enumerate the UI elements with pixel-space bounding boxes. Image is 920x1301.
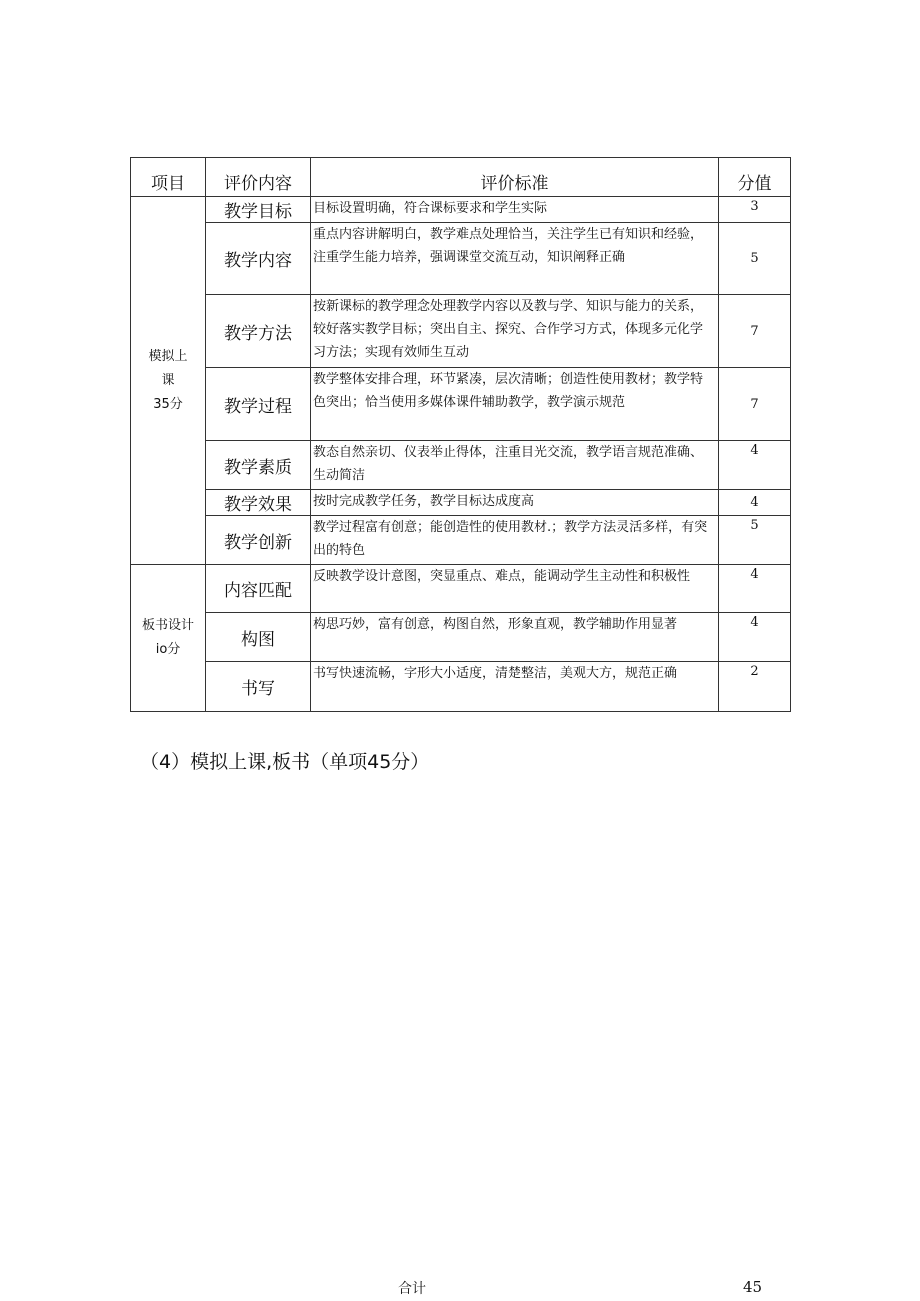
evaluation-table (130, 157, 791, 712)
score-cell: 4 (719, 565, 791, 613)
content-cell: 教学方法 (206, 295, 311, 368)
table-row (131, 613, 791, 662)
table-row (131, 565, 791, 613)
content-cell: 教学创新 (206, 516, 311, 565)
table-row (131, 490, 791, 516)
content-cell: 教学目标 (206, 197, 311, 223)
table-row (131, 295, 791, 368)
standard-cell: 目标设置明确，符合课标要求和学生实际 (311, 197, 719, 223)
header-item: 项目 (131, 158, 206, 197)
content-cell: 教学素质 (206, 441, 311, 490)
section-subtitle: （4）模拟上课,板书（单项45分） (140, 751, 430, 773)
content-cell: 教学效果 (206, 490, 311, 516)
score-cell: 2 (719, 662, 791, 712)
header-score: 分值 (719, 158, 791, 197)
standard-cell: 重点内容讲解明白，教学难点处理恰当，关注学生已有知识和经验，注重学生能力培养，强调课堂交流互动，知识阐释正确 (311, 223, 719, 295)
item-line: 课 (161, 372, 175, 388)
standard-cell: 构思巧妙，富有创意，构图自然，形象直观，教学辅助作用显著 (311, 613, 719, 662)
standard-cell: 按时完成教学任务，教学目标达成度高 (311, 490, 719, 516)
score-cell: 5 (719, 223, 791, 295)
score-cell: 4 (719, 613, 791, 662)
item-line: 35分 (153, 396, 183, 412)
score-cell: 5 (719, 516, 791, 565)
item-cell-mock-lesson (131, 197, 206, 565)
header-standard: 评价标准 (311, 158, 719, 197)
score-cell: 7 (719, 295, 791, 368)
content-cell: 书写 (206, 662, 311, 712)
score-cell: 3 (719, 197, 791, 223)
standard-cell: 教学整体安排合理，环节紧凑，层次清晰；创造性使用教材；教学特色突出；恰当使用多媒体课件辅助教学，教学演示规范 (311, 368, 719, 441)
content-cell: 内容匹配 (206, 565, 311, 613)
table-row (131, 368, 791, 441)
score-cell: 4 (719, 441, 791, 490)
table-row (131, 441, 791, 490)
content-cell: 教学过程 (206, 368, 311, 441)
table-row (131, 197, 791, 223)
total-label: 合计 (398, 1281, 426, 1297)
standard-cell: 反映教学设计意图，突显重点、难点，能调动学生主动性和积极性 (311, 565, 719, 613)
item-line: 模拟上 (148, 348, 188, 364)
item-cell-board-design (131, 565, 206, 712)
content-cell: 教学内容 (206, 223, 311, 295)
item-line: 板书设计 (141, 618, 194, 633)
total-value: 45 (743, 1278, 763, 1296)
header-content: 评价内容 (206, 158, 311, 197)
standard-cell: 教态自然亲切、仪表举止得体，注重目光交流，教学语言规范准确、生动简洁 (311, 441, 719, 490)
header-row (131, 158, 791, 197)
content-cell: 构图 (206, 613, 311, 662)
table-row (131, 516, 791, 565)
table-row (131, 662, 791, 712)
table-row (131, 223, 791, 295)
score-cell: 4 (719, 490, 791, 516)
standard-cell: 书写快速流畅，字形大小适度，清楚整洁，美观大方，规范正确 (311, 662, 719, 712)
item-line: io分 (155, 642, 181, 657)
standard-cell: 教学过程富有创意；能创造性的使用教材.；教学方法灵活多样，有突出的特色 (311, 516, 719, 565)
score-cell: 7 (719, 368, 791, 441)
standard-cell: 按新课标的教学理念处理教学内容以及教与学、知识与能力的关系，较好落实教学目标；突出自主、探究、合作学习方式，体现多元化学习方法；实现有效师生互动 (311, 295, 719, 368)
